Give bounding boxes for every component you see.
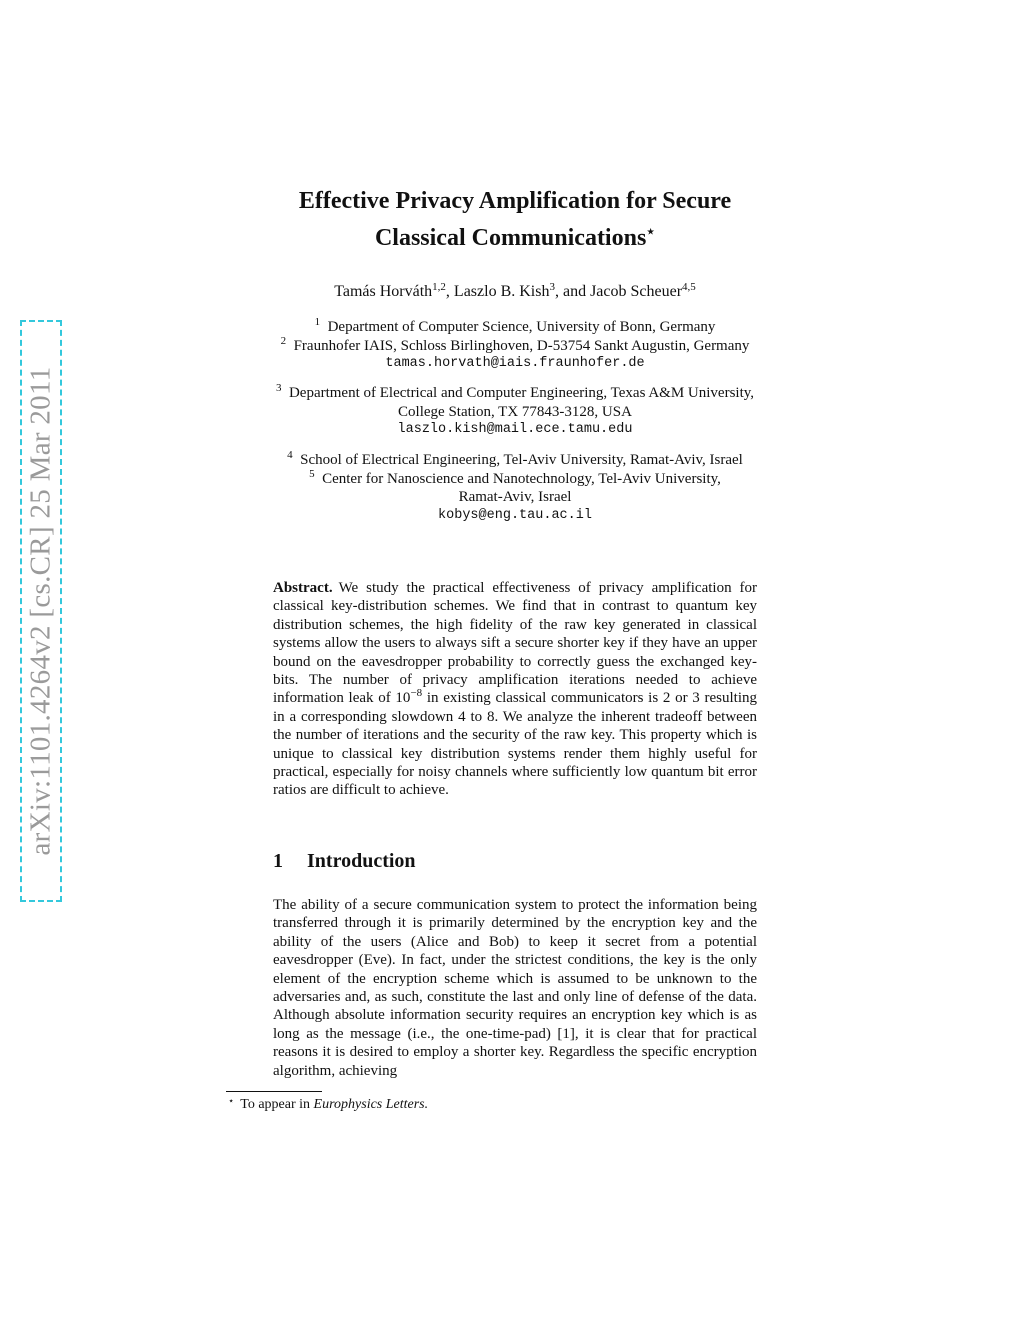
affiliation-text: Fraunhofer IAIS, Schloss Birlinghoven, D-53754 Sankt Augustin, Germany <box>293 337 750 354</box>
author-name: Laszlo B. Kish <box>453 283 550 300</box>
abstract-exponent: −8 <box>410 687 423 700</box>
affiliation-number: 2 <box>280 334 287 347</box>
email-scheuer[interactable]: kobys@eng.tau.ac.il <box>438 507 592 523</box>
affiliation-3-line-2: College Station, TX 77843-3128, USA <box>398 403 632 420</box>
affiliation-5 <box>200 467 830 489</box>
title-line-1: Effective Privacy Amplification for Secure <box>298 188 732 214</box>
author-list <box>200 283 830 301</box>
email-horvath[interactable]: tamas.horvath@iais.fraunhofer.de <box>385 356 645 372</box>
title-line-2-text: Classical Communications <box>374 225 647 251</box>
arxiv-stamp <box>20 320 62 902</box>
introduction-paragraph: The ability of a secure communication system to protect the information being transferred through it is primarily determined by the encryption key and the ability of the users (Alice and Bob) to keep it secret from a potential eavesdropper (Eve). In fact, under the strictest conditions, the key is the only element of the encryption scheme which is assumed to be unknown to the adversaries and, as such, constitute the last and only line of defense of the data. Although absolute information security requires an encryption key which is as long as the message (i.e., the one-time-pad) [1], it is clear that for practical reasons it is desired to employ a shorter key. Regardless the specific encryption algorithm, achieving <box>273 897 757 1079</box>
author-separator: , and <box>554 283 591 300</box>
abstract-text-part-1: We study the practical effectiveness of privacy amplification for classical key-distribution schemes. We find that in contrast to quantum key distribution schemes, the high fidelity of the raw key generated in classical systems allow the users to always sift a secure shorter key if they have an upper bound on the eavesdropper probability to correctly guess the exchanged key-bits. The number of privacy amplification iterations needed to achieve information leak of 10 <box>273 580 757 707</box>
footnote <box>228 1096 428 1113</box>
affiliation-text: Department of Computer Science, University of Bonn, Germany <box>327 319 716 335</box>
affiliation-text: Department of Electrical and Computer Engineering, Texas A&M University, <box>288 385 755 401</box>
affiliation-text: School of Electrical Engineering, Tel-Aviv University, Ramat-Aviv, Israel <box>300 452 743 468</box>
author-separator: , <box>445 283 454 300</box>
affiliation-number: 5 <box>309 467 315 480</box>
footnote-prefix: To appear in <box>240 1097 314 1112</box>
footnote-divider <box>226 1091 322 1092</box>
affiliation-text: Center for Nanoscience and Nanotechnology, Tel-Aviv University, <box>322 470 721 487</box>
affiliation-2 <box>200 334 830 356</box>
email-kish[interactable]: laszlo.kish@mail.ece.tamu.edu <box>397 422 633 438</box>
abstract <box>273 579 757 800</box>
affiliation-5-line-2: Ramat-Aviv, Israel <box>458 489 572 506</box>
affiliation-number: 3 <box>275 382 282 394</box>
affiliation-group-2 <box>200 384 830 440</box>
paper-title <box>200 186 830 254</box>
title-footnote-mark: ⋆ <box>646 225 656 240</box>
affiliation-3 <box>200 384 830 403</box>
author-affiliation-sup: 3 <box>549 281 555 293</box>
author-affiliation-sup: 4,5 <box>682 281 696 293</box>
title-line-2 <box>200 217 830 254</box>
affiliation-group-1 <box>200 318 830 374</box>
author-name: Jacob Scheuer <box>590 283 683 300</box>
author-name: Tamás Horváth <box>334 283 433 300</box>
abstract-label: Abstract. <box>273 580 333 596</box>
affiliation-group-3 <box>200 451 830 525</box>
author-affiliation-sup: 1,2 <box>432 281 446 293</box>
section-number: 1 <box>273 850 283 872</box>
footnote-journal: Europhysics Letters. <box>313 1097 429 1112</box>
footnote-mark: ⋆ <box>228 1096 235 1107</box>
section-title: Introduction <box>307 850 416 872</box>
affiliation-1 <box>200 318 830 337</box>
section-heading-introduction <box>273 850 416 873</box>
affiliation-number: 4 <box>287 449 293 461</box>
abstract-text-part-2: in existing classical communicators is 2 or 3 resulting in a corresponding slowdown 4 to 8. We analyze the inherent tradeoff between the number of iterations and the security of the raw key. This property which is unique to classical key distribution systems render them highly useful for practical, especially for noisy channels where sufficiently low quantum bit error ratios are difficult to achieve. <box>273 690 757 799</box>
arxiv-identifier: arXiv:1101.4264v2 [cs.CR] 25 Mar 2011 <box>24 366 57 856</box>
affiliation-number: 1 <box>314 316 321 328</box>
affiliation-4 <box>200 451 830 470</box>
